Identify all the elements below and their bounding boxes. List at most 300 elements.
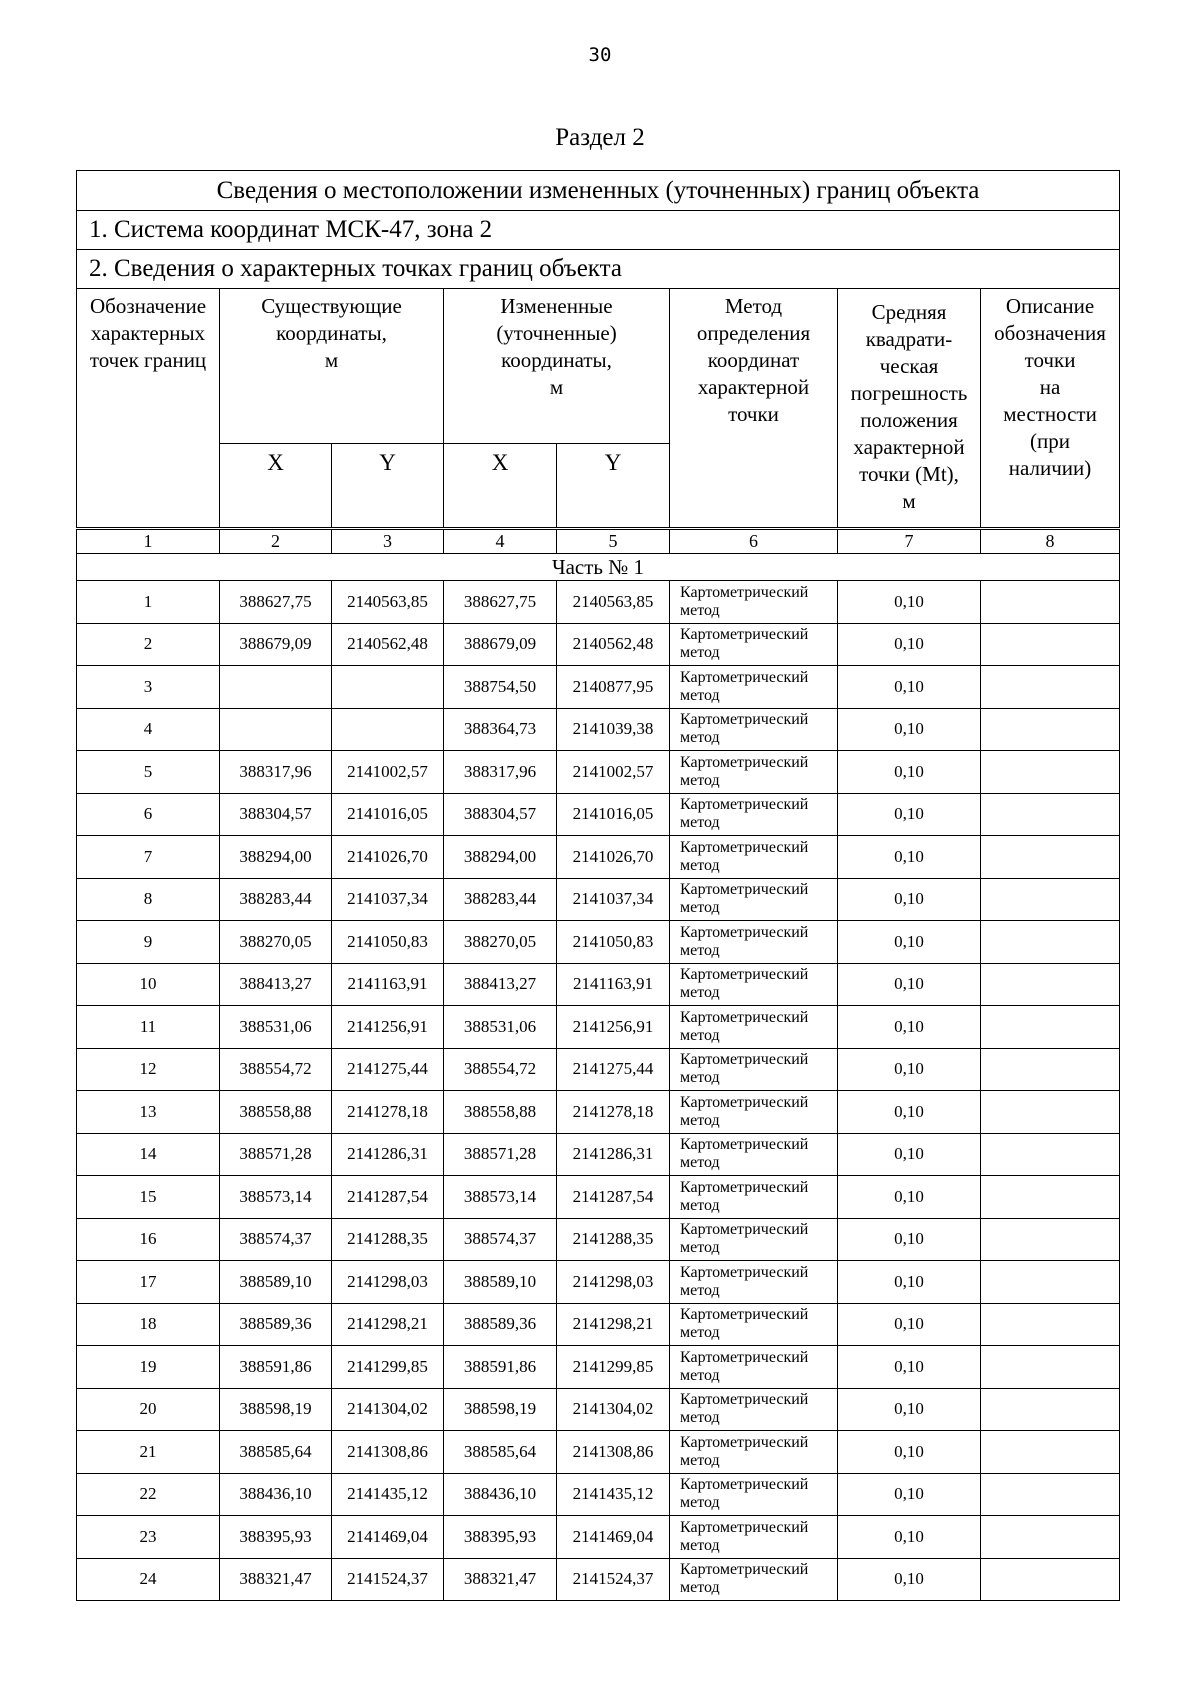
- cell-existing-x: 388591,86: [220, 1346, 332, 1389]
- cell-description: [981, 1516, 1120, 1559]
- cell-mean-error: 0,10: [838, 1431, 981, 1474]
- header-changed-coords: [444, 289, 670, 444]
- cell-changed-y: 2141299,85: [557, 1346, 670, 1389]
- cell-mean-error: 0,10: [838, 1048, 981, 1091]
- cell-changed-x: 388270,05: [444, 921, 557, 964]
- cell-changed-x: 388573,14: [444, 1176, 557, 1219]
- cell-description: [981, 793, 1120, 836]
- cell-method: [670, 793, 838, 836]
- cell-existing-y: 2141275,44: [332, 1048, 444, 1091]
- column-number: 1: [77, 530, 220, 554]
- method-line: метод: [680, 1154, 720, 1172]
- method-line: метод: [680, 984, 720, 1002]
- cell-mean-error: 0,10: [838, 1303, 981, 1346]
- method-line: Картометрический: [680, 1008, 809, 1026]
- cell-existing-y: 2141026,70: [332, 836, 444, 879]
- cell-existing-y: 2141299,85: [332, 1346, 444, 1389]
- table-row: [77, 1431, 1120, 1474]
- cell-existing-y: 2141435,12: [332, 1473, 444, 1516]
- points-info-line: 2. Сведения о характерных точках границ объекта: [77, 250, 1120, 289]
- cell-existing-x: 388573,14: [220, 1176, 332, 1219]
- cell-mean-error: 0,10: [838, 1006, 981, 1049]
- cell-point-number: 5: [77, 751, 220, 794]
- cell-point-number: 3: [77, 666, 220, 709]
- cell-mean-error: 0,10: [838, 1091, 981, 1134]
- cell-existing-y: [332, 666, 444, 709]
- cell-changed-x: 388436,10: [444, 1473, 557, 1516]
- cell-changed-x: 388283,44: [444, 878, 557, 921]
- cell-method: [670, 878, 838, 921]
- cell-changed-x: 388395,93: [444, 1516, 557, 1559]
- cell-method: [670, 581, 838, 624]
- cell-existing-y: 2140563,85: [332, 581, 444, 624]
- table-row: [77, 1303, 1120, 1346]
- cell-description: [981, 1473, 1120, 1516]
- method-line: Картометрический: [680, 881, 809, 899]
- cell-changed-y: 2141002,57: [557, 751, 670, 794]
- cell-method: [670, 1176, 838, 1219]
- method-line: метод: [680, 1451, 720, 1469]
- header-description: [981, 289, 1120, 528]
- cell-existing-y: [332, 708, 444, 751]
- cell-changed-x: 388679,09: [444, 623, 557, 666]
- cell-point-number: 18: [77, 1303, 220, 1346]
- cell-description: [981, 1006, 1120, 1049]
- method-line: метод: [680, 1026, 720, 1044]
- cell-existing-x: 388294,00: [220, 836, 332, 879]
- method-line: Картометрический: [680, 1391, 809, 1409]
- cell-changed-y: 2141287,54: [557, 1176, 670, 1219]
- cell-method: [670, 1473, 838, 1516]
- cell-changed-x: 388317,96: [444, 751, 557, 794]
- cell-method: [670, 1133, 838, 1176]
- cell-description: [981, 1431, 1120, 1474]
- cell-description: [981, 708, 1120, 751]
- method-line: Картометрический: [680, 1518, 809, 1536]
- cell-point-number: 21: [77, 1431, 220, 1474]
- header-line: наличии): [1008, 456, 1092, 480]
- cell-changed-x: 388304,57: [444, 793, 557, 836]
- cell-changed-y: 2140562,48: [557, 623, 670, 666]
- cell-description: [981, 963, 1120, 1006]
- table-row: [77, 836, 1120, 879]
- cell-point-number: 11: [77, 1006, 220, 1049]
- table-row: [77, 1218, 1120, 1261]
- cell-existing-x: 388321,47: [220, 1558, 332, 1601]
- table-row: [77, 666, 1120, 709]
- cell-method: [670, 1006, 838, 1049]
- cell-changed-y: 2140563,85: [557, 581, 670, 624]
- cell-existing-y: 2141050,83: [332, 921, 444, 964]
- cell-mean-error: 0,10: [838, 1473, 981, 1516]
- cell-changed-y: 2141278,18: [557, 1091, 670, 1134]
- table-row: [77, 1006, 1120, 1049]
- cell-existing-x: 388436,10: [220, 1473, 332, 1516]
- cell-existing-y: 2141037,34: [332, 878, 444, 921]
- cell-description: [981, 1218, 1120, 1261]
- cell-existing-y: 2141308,86: [332, 1431, 444, 1474]
- cell-point-number: 6: [77, 793, 220, 836]
- table-row: [77, 1133, 1120, 1176]
- header-line: ческая: [879, 354, 939, 378]
- cell-existing-y: 2140562,48: [332, 623, 444, 666]
- cell-existing-y: 2141469,04: [332, 1516, 444, 1559]
- part-label: Часть № 1: [77, 554, 1120, 581]
- coordinate-system-line: 1. Система координат МСК-47, зона 2: [77, 211, 1120, 250]
- header-point-designation: [77, 289, 220, 528]
- cell-point-number: 12: [77, 1048, 220, 1091]
- cell-description: [981, 623, 1120, 666]
- method-line: метод: [680, 941, 720, 959]
- table-row: [77, 1388, 1120, 1431]
- cell-existing-y: 2141278,18: [332, 1091, 444, 1134]
- method-line: метод: [680, 899, 720, 917]
- header-line: точки: [1024, 348, 1076, 372]
- header-line: Измененные: [500, 294, 613, 318]
- table-row: [77, 581, 1120, 624]
- cell-method: [670, 666, 838, 709]
- column-number: 8: [981, 530, 1120, 554]
- cell-description: [981, 1261, 1120, 1304]
- cell-mean-error: 0,10: [838, 708, 981, 751]
- cell-mean-error: 0,10: [838, 666, 981, 709]
- cell-changed-y: 2141298,21: [557, 1303, 670, 1346]
- cell-point-number: 4: [77, 708, 220, 751]
- cell-method: [670, 751, 838, 794]
- cell-changed-x: 388627,75: [444, 581, 557, 624]
- cell-mean-error: 0,10: [838, 793, 981, 836]
- cell-mean-error: 0,10: [838, 1388, 981, 1431]
- cell-mean-error: 0,10: [838, 1516, 981, 1559]
- table-row: [77, 921, 1120, 964]
- column-number: 5: [557, 530, 670, 554]
- cell-existing-y: 2141287,54: [332, 1176, 444, 1219]
- method-line: метод: [680, 644, 720, 662]
- table-row: [77, 751, 1120, 794]
- column-number: 2: [220, 530, 332, 554]
- cell-existing-x: 388531,06: [220, 1006, 332, 1049]
- header-line: точек границ: [89, 348, 207, 372]
- column-numbers-row: [77, 530, 1120, 554]
- cell-mean-error: 0,10: [838, 581, 981, 624]
- cell-changed-y: 2141469,04: [557, 1516, 670, 1559]
- cell-point-number: 10: [77, 963, 220, 1006]
- cell-method: [670, 963, 838, 1006]
- cell-changed-y: 2141039,38: [557, 708, 670, 751]
- cell-changed-y: 2141435,12: [557, 1473, 670, 1516]
- cell-existing-y: 2141163,91: [332, 963, 444, 1006]
- cell-mean-error: 0,10: [838, 1176, 981, 1219]
- cell-existing-y: 2141286,31: [332, 1133, 444, 1176]
- cell-existing-y: 2141002,57: [332, 751, 444, 794]
- table-row: [77, 793, 1120, 836]
- header-line: м: [549, 375, 564, 399]
- cell-existing-x: 388571,28: [220, 1133, 332, 1176]
- cell-point-number: 7: [77, 836, 220, 879]
- header-line: Существующие: [261, 294, 402, 318]
- cell-existing-x: 388574,37: [220, 1218, 332, 1261]
- cell-existing-x: 388283,44: [220, 878, 332, 921]
- cell-method: [670, 623, 838, 666]
- table-row: [77, 1516, 1120, 1559]
- cell-changed-x: 388554,72: [444, 1048, 557, 1091]
- header-line: точки: [728, 402, 779, 426]
- cell-changed-x: 388574,37: [444, 1218, 557, 1261]
- cell-mean-error: 0,10: [838, 1133, 981, 1176]
- cell-existing-x: 388589,36: [220, 1303, 332, 1346]
- header-line: на: [1039, 375, 1061, 399]
- table-row: [77, 708, 1120, 751]
- cell-existing-y: 2141298,21: [332, 1303, 444, 1346]
- method-line: Картометрический: [680, 1348, 809, 1366]
- cell-description: [981, 1176, 1120, 1219]
- cell-description: [981, 921, 1120, 964]
- cell-mean-error: 0,10: [838, 963, 981, 1006]
- cell-description: [981, 1303, 1120, 1346]
- cell-method: [670, 1091, 838, 1134]
- cell-point-number: 17: [77, 1261, 220, 1304]
- method-line: Картометрический: [680, 796, 809, 814]
- cell-mean-error: 0,10: [838, 751, 981, 794]
- header-line: м: [902, 489, 916, 513]
- table-row: [77, 1048, 1120, 1091]
- method-line: Картометрический: [680, 1051, 809, 1069]
- cell-existing-y: 2141288,35: [332, 1218, 444, 1261]
- table-row: [77, 1473, 1120, 1516]
- cell-method: [670, 1048, 838, 1091]
- cell-mean-error: 0,10: [838, 836, 981, 879]
- table-title: Сведения о местоположении измененных (уточненных) границ объекта: [77, 171, 1120, 211]
- points-table: [76, 529, 1120, 1601]
- cell-changed-x: 388598,19: [444, 1388, 557, 1431]
- table-row: [77, 623, 1120, 666]
- cell-existing-x: 388585,64: [220, 1431, 332, 1474]
- header-line: Средняя: [871, 300, 947, 324]
- column-number: 6: [670, 530, 838, 554]
- header-line: погрешность: [850, 381, 968, 405]
- method-line: Картометрический: [680, 1221, 809, 1239]
- method-line: Картометрический: [680, 711, 809, 729]
- table-row: [77, 1261, 1120, 1304]
- method-line: метод: [680, 814, 720, 832]
- header-changed-y: Y: [557, 444, 670, 528]
- cell-point-number: 9: [77, 921, 220, 964]
- cell-method: [670, 708, 838, 751]
- cell-existing-x: 388598,19: [220, 1388, 332, 1431]
- cell-mean-error: 0,10: [838, 623, 981, 666]
- column-number: 4: [444, 530, 557, 554]
- cell-changed-y: 2141050,83: [557, 921, 670, 964]
- method-line: Картометрический: [680, 1263, 809, 1281]
- cell-method: [670, 1261, 838, 1304]
- cell-existing-x: 388413,27: [220, 963, 332, 1006]
- cell-mean-error: 0,10: [838, 1218, 981, 1261]
- cell-changed-y: 2141016,05: [557, 793, 670, 836]
- cell-changed-y: 2140877,95: [557, 666, 670, 709]
- cell-existing-x: 388554,72: [220, 1048, 332, 1091]
- header-line: (при: [1030, 429, 1070, 453]
- method-line: Картометрический: [680, 1178, 809, 1196]
- table-row: [77, 963, 1120, 1006]
- cell-description: [981, 666, 1120, 709]
- cell-existing-x: 388270,05: [220, 921, 332, 964]
- cell-mean-error: 0,10: [838, 1346, 981, 1389]
- header-line: положения: [860, 408, 958, 432]
- header-line: местности: [1003, 402, 1097, 426]
- method-line: Картометрический: [680, 626, 809, 644]
- cell-changed-x: 388589,10: [444, 1261, 557, 1304]
- method-line: метод: [680, 1196, 720, 1214]
- cell-existing-y: 2141256,91: [332, 1006, 444, 1049]
- cell-existing-y: 2141524,37: [332, 1558, 444, 1601]
- method-line: метод: [680, 1111, 720, 1129]
- cell-point-number: 14: [77, 1133, 220, 1176]
- method-line: метод: [680, 856, 720, 874]
- header-line: обозначения: [994, 321, 1106, 345]
- section-title: Раздел 2: [555, 124, 645, 151]
- column-number: 3: [332, 530, 444, 554]
- cell-changed-y: 2141275,44: [557, 1048, 670, 1091]
- header-line: координат: [707, 348, 800, 372]
- method-line: Картометрический: [680, 1433, 809, 1451]
- method-line: Картометрический: [680, 1306, 809, 1324]
- cell-point-number: 20: [77, 1388, 220, 1431]
- header-changed-x: X: [444, 444, 557, 528]
- cell-existing-x: 388679,09: [220, 623, 332, 666]
- cell-changed-y: 2141524,37: [557, 1558, 670, 1601]
- table-row: [77, 1091, 1120, 1134]
- cell-changed-x: 388413,27: [444, 963, 557, 1006]
- header-existing-y: Y: [332, 444, 444, 528]
- header-line: характерных: [90, 321, 206, 345]
- cell-point-number: 13: [77, 1091, 220, 1134]
- cell-existing-y: 2141298,03: [332, 1261, 444, 1304]
- cell-point-number: 1: [77, 581, 220, 624]
- cell-changed-y: 2141298,03: [557, 1261, 670, 1304]
- cell-changed-y: 2141304,02: [557, 1388, 670, 1431]
- cell-mean-error: 0,10: [838, 1558, 981, 1601]
- cell-changed-y: 2141256,91: [557, 1006, 670, 1049]
- method-line: метод: [680, 729, 720, 747]
- method-line: метод: [680, 686, 720, 704]
- cell-point-number: 15: [77, 1176, 220, 1219]
- method-line: Картометрический: [680, 838, 809, 856]
- header-table: [76, 170, 1120, 528]
- table-row: [77, 878, 1120, 921]
- cell-existing-x: 388589,10: [220, 1261, 332, 1304]
- cell-point-number: 24: [77, 1558, 220, 1601]
- cell-changed-y: 2141037,34: [557, 878, 670, 921]
- cell-existing-y: 2141304,02: [332, 1388, 444, 1431]
- method-line: Картометрический: [680, 1476, 809, 1494]
- header-line: Обозначение: [89, 294, 207, 318]
- cell-method: [670, 921, 838, 964]
- table-row: [77, 1558, 1120, 1601]
- cell-method: [670, 1346, 838, 1389]
- cell-existing-y: 2141016,05: [332, 793, 444, 836]
- cell-point-number: 23: [77, 1516, 220, 1559]
- method-line: метод: [680, 1409, 720, 1427]
- table-row: [77, 1176, 1120, 1219]
- page-number: 30: [588, 44, 612, 66]
- method-line: Картометрический: [680, 1093, 809, 1111]
- cell-existing-x: 388395,93: [220, 1516, 332, 1559]
- header-method: [670, 289, 838, 528]
- method-line: метод: [680, 1281, 720, 1299]
- method-line: метод: [680, 1239, 720, 1257]
- cell-method: [670, 1303, 838, 1346]
- method-line: метод: [680, 1579, 720, 1597]
- cell-changed-y: 2141286,31: [557, 1133, 670, 1176]
- cell-mean-error: 0,10: [838, 1261, 981, 1304]
- method-line: метод: [680, 1536, 720, 1554]
- header-existing-x: X: [220, 444, 332, 528]
- table-row: [77, 1346, 1120, 1389]
- cell-changed-y: 2141288,35: [557, 1218, 670, 1261]
- method-line: Картометрический: [680, 923, 809, 941]
- cell-existing-x: [220, 708, 332, 751]
- cell-description: [981, 1558, 1120, 1601]
- cell-changed-x: 388531,06: [444, 1006, 557, 1049]
- method-line: Картометрический: [680, 966, 809, 984]
- cell-existing-x: 388627,75: [220, 581, 332, 624]
- cell-changed-x: 388571,28: [444, 1133, 557, 1176]
- cell-description: [981, 1133, 1120, 1176]
- cell-description: [981, 1346, 1120, 1389]
- cell-description: [981, 751, 1120, 794]
- method-line: Картометрический: [680, 1136, 809, 1154]
- cell-method: [670, 1431, 838, 1474]
- cell-method: [670, 1558, 838, 1601]
- cell-changed-x: 388591,86: [444, 1346, 557, 1389]
- cell-changed-x: 388294,00: [444, 836, 557, 879]
- cell-changed-x: 388558,88: [444, 1091, 557, 1134]
- cell-point-number: 19: [77, 1346, 220, 1389]
- header-line: характерной: [697, 375, 810, 399]
- cell-changed-y: 2141026,70: [557, 836, 670, 879]
- cell-changed-x: 388589,36: [444, 1303, 557, 1346]
- cell-point-number: 16: [77, 1218, 220, 1261]
- method-line: метод: [680, 1069, 720, 1087]
- cell-point-number: 2: [77, 623, 220, 666]
- cell-changed-x: 388754,50: [444, 666, 557, 709]
- method-line: Картометрический: [680, 668, 809, 686]
- method-line: метод: [680, 1366, 720, 1384]
- cell-point-number: 22: [77, 1473, 220, 1516]
- cell-method: [670, 1218, 838, 1261]
- cell-mean-error: 0,10: [838, 878, 981, 921]
- cell-description: [981, 1091, 1120, 1134]
- header-line: координаты,: [501, 348, 612, 372]
- cell-changed-x: 388364,73: [444, 708, 557, 751]
- cell-existing-x: 388304,57: [220, 793, 332, 836]
- cell-changed-y: 2141163,91: [557, 963, 670, 1006]
- cell-description: [981, 581, 1120, 624]
- header-line: м: [324, 348, 339, 372]
- method-line: метод: [680, 1324, 720, 1342]
- cell-method: [670, 1516, 838, 1559]
- header-line: (уточненные): [496, 321, 617, 345]
- header-line: определения: [696, 321, 811, 345]
- cell-point-number: 8: [77, 878, 220, 921]
- cell-description: [981, 836, 1120, 879]
- method-line: метод: [680, 771, 720, 789]
- cell-existing-x: [220, 666, 332, 709]
- cell-description: [981, 1048, 1120, 1091]
- header-line: Метод: [724, 294, 783, 318]
- cell-description: [981, 878, 1120, 921]
- header-line: характерной: [853, 435, 965, 459]
